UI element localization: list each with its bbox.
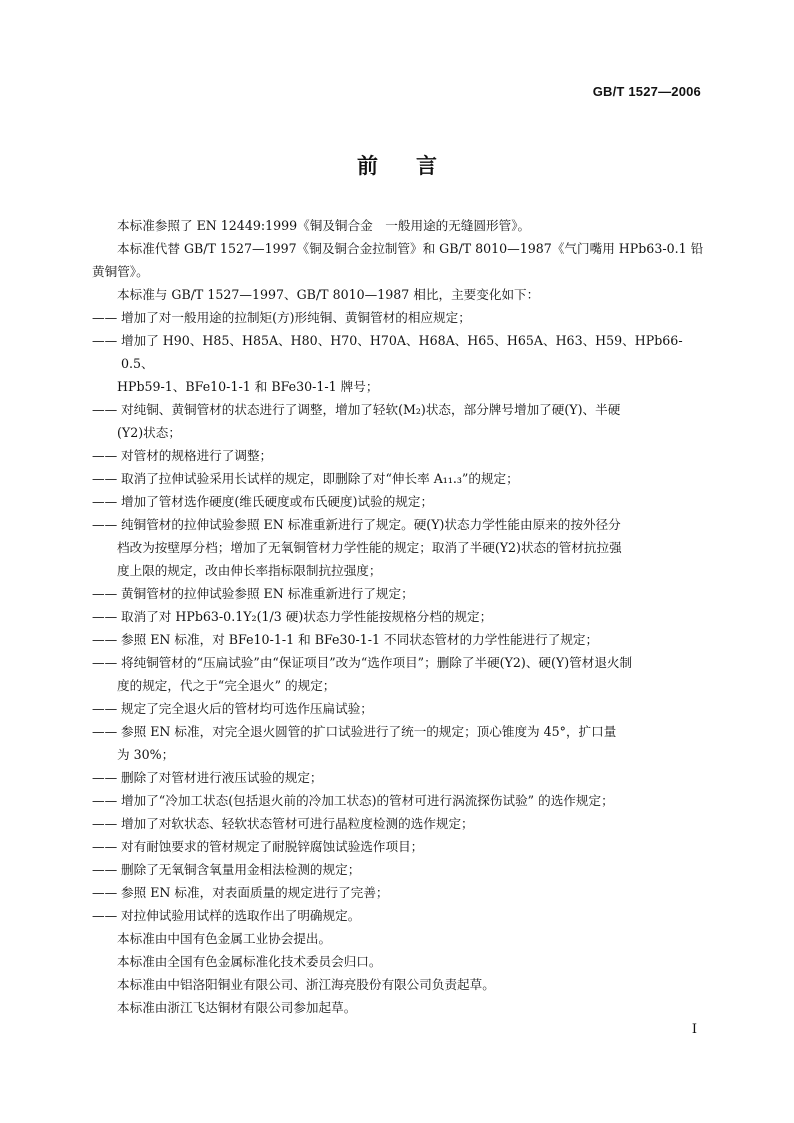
list-item-text: 取消了拉伸试验采用长试样的规定，即删除了对“伸长率 A₁₁.₃”的规定；: [121, 471, 519, 486]
list-item: [92, 467, 704, 490]
paragraph: 本标准参照了 EN 12449:1999《铜及铜合金 一般用途的无缝圆形管》。: [117, 218, 531, 233]
list-item-continuation: [92, 421, 704, 444]
list-item: [92, 789, 704, 812]
list-item: [92, 605, 704, 628]
list-item: [92, 628, 704, 651]
list-item-text: 增加了“冷加工状态(包括退火前的冷加工状态)的管材可进行涡流探伤试验” 的选作规定；: [121, 793, 614, 808]
list-item-text: 参照 EN 标准，对 BFe10-1-1 和 BFe30-1-1 不同状态管材的力学性能进行了规定；: [121, 632, 599, 647]
list-item-text: 删除了对管材进行液压试验的规定；: [121, 770, 323, 785]
dash-marker: ——: [92, 586, 118, 601]
list-item-continuation: [92, 559, 704, 582]
list-item: [92, 697, 704, 720]
list-item-text: 删除了无氧铜含氧量用金相法检测的规定；: [121, 862, 361, 877]
paragraph-continuation: 黄铜管》。: [92, 264, 149, 279]
list-item-text: 参照 EN 标准，对表面质量的规定进行了完善；: [121, 885, 389, 900]
dash-marker: ——: [92, 402, 118, 417]
list-item-text: 增加了 H90、H85、H85A、H80、H70、H70A、H68A、H65、H65A、H63、H59、HPb66-0.5、: [121, 333, 683, 371]
list-item: [92, 858, 704, 881]
list-item: [92, 582, 704, 605]
list-item: [92, 398, 704, 421]
list-item: [92, 812, 704, 835]
list-item-text: 对管材的规格进行了调整；: [121, 448, 273, 463]
dash-marker: ——: [92, 517, 118, 532]
dash-marker: ——: [92, 885, 118, 900]
list-item-continuation: [92, 536, 704, 559]
dash-marker: ——: [92, 471, 118, 486]
list-item: [92, 651, 704, 674]
list-item-text: 增加了对软状态、轻软状态管材可进行晶粒度检测的选作规定；: [121, 816, 474, 831]
list-item-text: 度的规定，代之于“完全退火” 的规定；: [117, 678, 336, 693]
dash-marker: ——: [92, 793, 118, 808]
list-item: [92, 444, 704, 467]
paragraph: 本标准由浙江飞达铜材有限公司参加起草。: [117, 1000, 357, 1015]
dash-marker: ——: [92, 655, 118, 670]
list-item-text: 对纯铜、黄铜管材的状态进行了调整，增加了轻软(M₂)状态，部分牌号增加了硬(Y)、半硬: [121, 402, 621, 417]
list-item-continuation: [92, 743, 704, 766]
dash-marker: ——: [92, 839, 118, 854]
page-title: 前言: [357, 154, 475, 178]
dash-marker: ——: [92, 310, 118, 325]
list-item-text: 取消了对 HPb63-0.1Y₂(1/3 硬)状态力学性能按规格分档的规定；: [121, 609, 493, 624]
paragraph: 本标准代替 GB/T 1527—1997《铜及铜合金拉制管》和 GB/T 8010—1987《气门嘴用 HPb63-0.1 铅: [117, 241, 704, 256]
list-item-text: 度上限的规定，改由伸长率指标限制抗拉强度；: [117, 563, 382, 578]
list-item-text: 将纯铜管材的“压扁试验”由“保证项目”改为“选作项目”；删除了半硬(Y2)、硬(Y)管材退火制: [121, 655, 633, 670]
dash-marker: ——: [92, 333, 118, 348]
list-item: [92, 904, 704, 927]
change-list: [92, 306, 704, 927]
list-item: [92, 490, 704, 513]
list-item-text: 为 30%；: [117, 747, 175, 762]
list-item-text: (Y2)状态；: [117, 425, 181, 440]
dash-marker: ——: [92, 862, 118, 877]
list-item-text: 纯铜管材的拉伸试验参照 EN 标准重新进行了规定。硬(Y)状态力学性能由原来的按外径分: [121, 517, 621, 532]
list-item-continuation: [92, 375, 704, 398]
list-item: [92, 720, 704, 743]
list-item-text: 档改为按壁厚分档；增加了无氧铜管材力学性能的规定；取消了半硬(Y2)状态的管材抗拉强: [117, 540, 622, 555]
list-item-text: 对有耐蚀要求的管材规定了耐脱锌腐蚀试验选作项目；: [121, 839, 424, 854]
list-item: [92, 835, 704, 858]
paragraph: 本标准与 GB/T 1527—1997、GB/T 8010—1987 相比，主要变化如下：: [117, 287, 540, 302]
dash-marker: ——: [92, 494, 118, 509]
paragraph: 本标准由全国有色金属标准化技术委员会归口。: [117, 954, 382, 969]
foreword-body: [92, 214, 704, 1019]
list-item-text: 对拉伸试验用试样的选取作出了明确规定。: [121, 908, 361, 923]
dash-marker: ——: [92, 701, 118, 716]
list-item-text: 增加了管材选作硬度(维氏硬度或布氏硬度)试验的规定；: [121, 494, 434, 509]
dash-marker: ——: [92, 816, 118, 831]
standard-number: GB/T 1527—2006: [592, 84, 701, 99]
dash-marker: ——: [92, 770, 118, 785]
list-item: [92, 513, 704, 536]
dash-marker: ——: [92, 632, 118, 647]
list-item: [92, 766, 704, 789]
list-item-text: 规定了完全退火后的管材均可选作压扁试验；: [121, 701, 373, 716]
dash-marker: ——: [92, 609, 118, 624]
list-item: [92, 881, 704, 904]
list-item: [92, 329, 704, 375]
dash-marker: ——: [92, 448, 118, 463]
paragraph: 本标准由中铝洛阳铜业有限公司、浙江海亮股份有限公司负责起草。: [117, 977, 495, 992]
dash-marker: ——: [92, 908, 118, 923]
list-item-text: 增加了对一般用途的拉制矩(方)形纯铜、黄铜管材的相应规定；: [121, 310, 471, 325]
dash-marker: ——: [92, 724, 118, 739]
list-item-text: HPb59-1、BFe10-1-1 和 BFe30-1-1 牌号；: [117, 379, 379, 394]
paragraph: 本标准由中国有色金属工业协会提出。: [117, 931, 332, 946]
page-number: I: [691, 1022, 697, 1037]
list-item: [92, 306, 704, 329]
list-item-continuation: [92, 674, 704, 697]
list-item-text: 黄铜管材的拉伸试验参照 EN 标准重新进行了规定；: [121, 586, 414, 601]
list-item-text: 参照 EN 标准，对完全退火圆管的扩口试验进行了统一的规定；顶心锥度为 45°，扩口量: [121, 724, 617, 739]
